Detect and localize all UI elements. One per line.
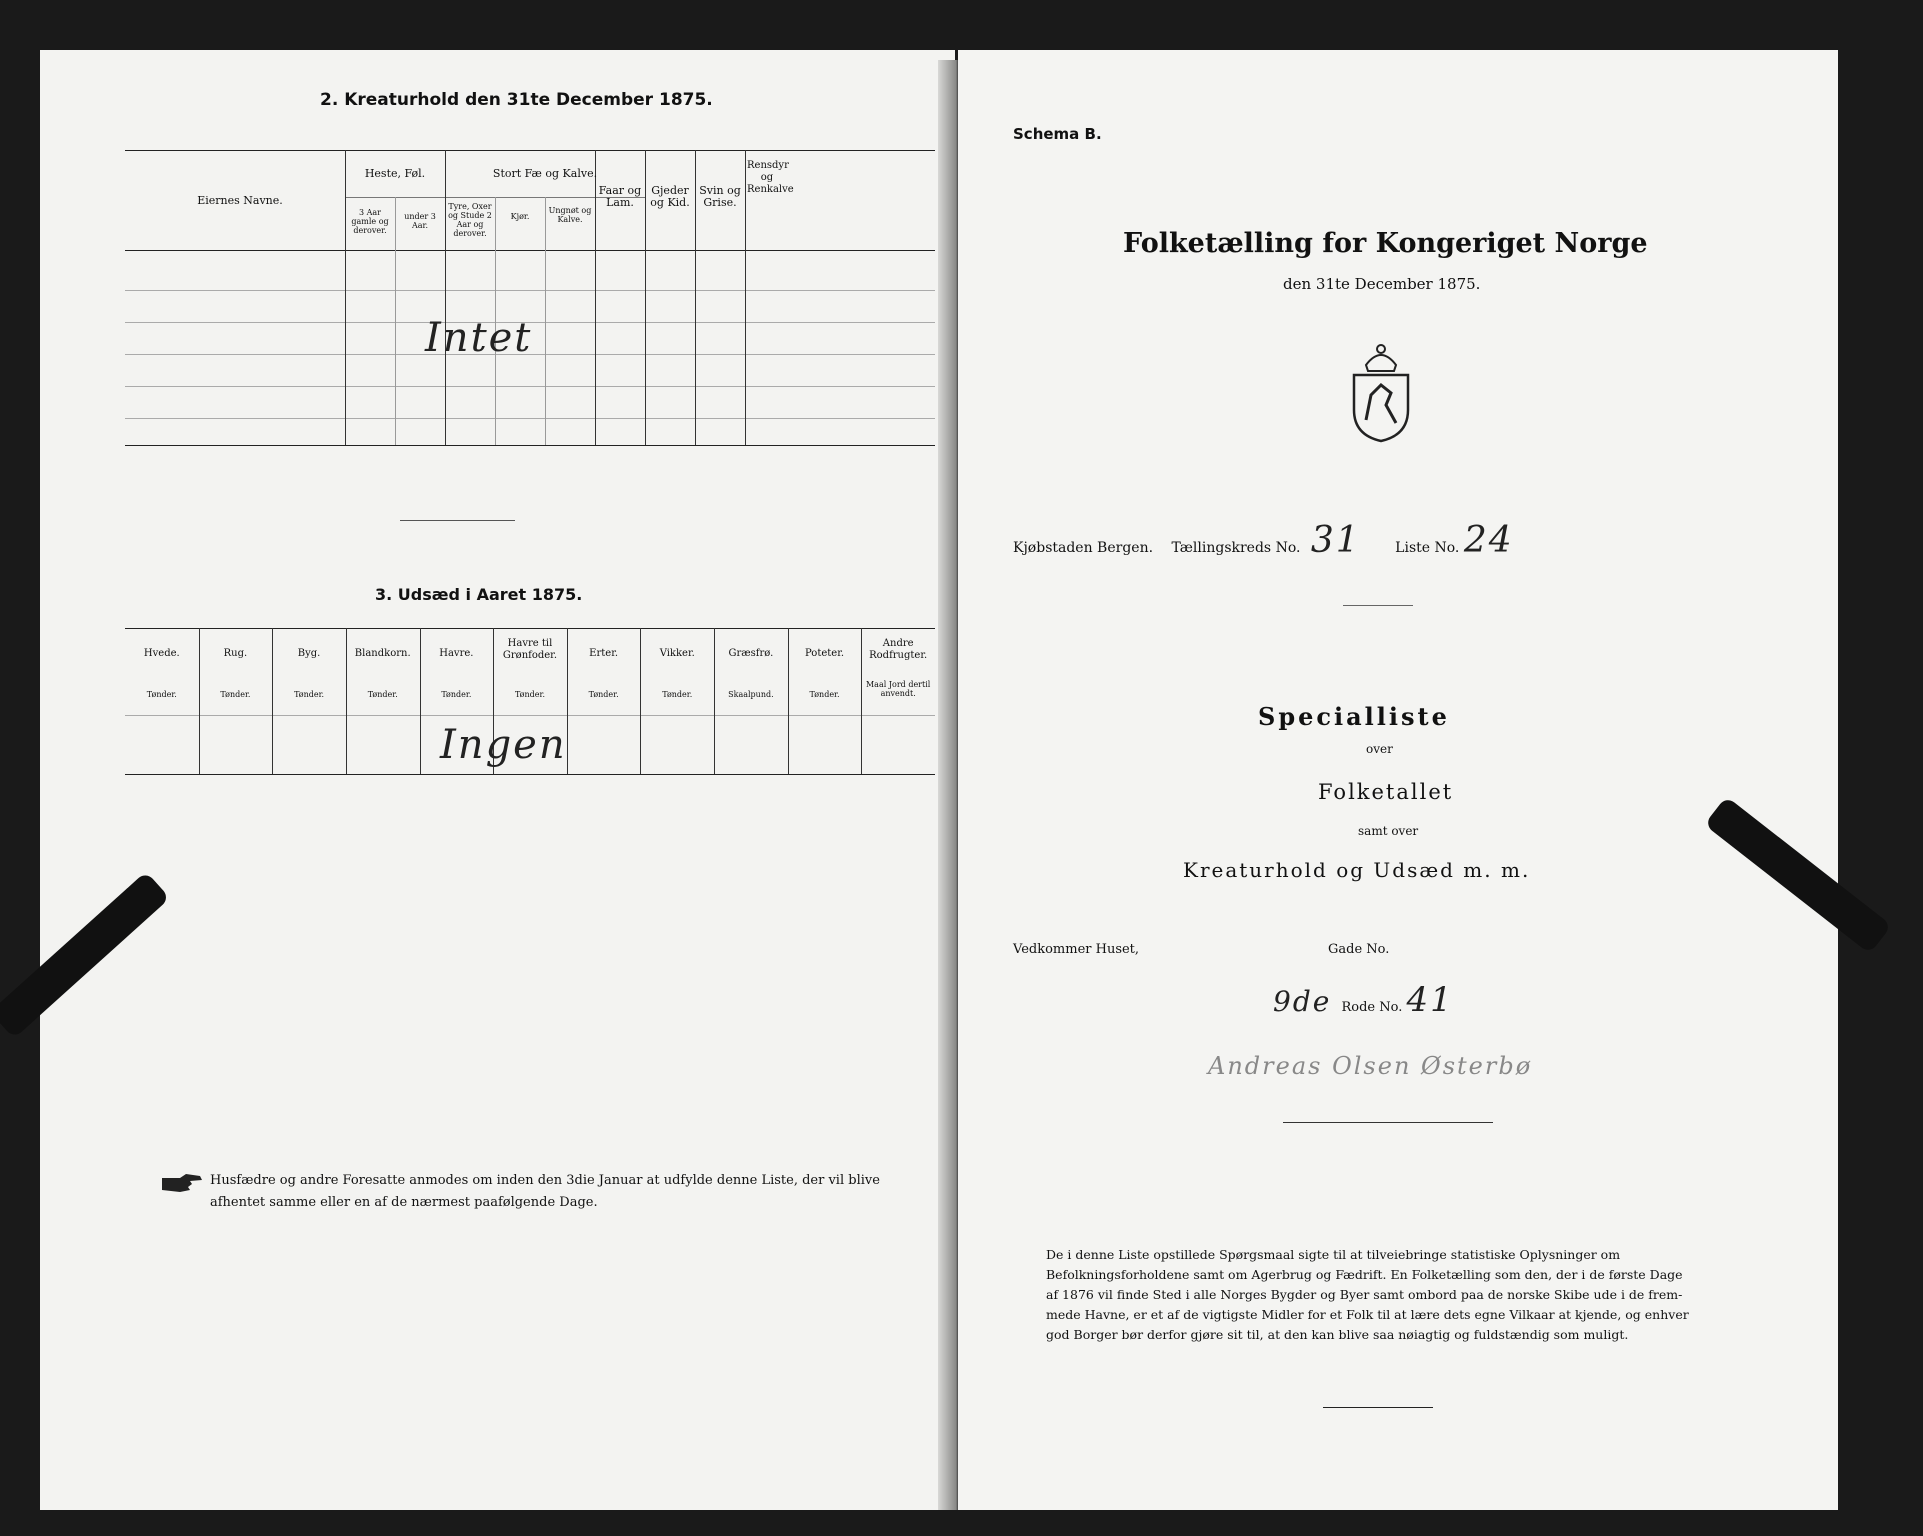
kjobstad-label: Kjøbstaden Bergen. [1013,540,1154,556]
seed-col-name: Havre. [439,648,474,659]
col-owner: Eiernes Navne. [197,194,283,207]
seed-col-name: Hvede. [143,648,180,659]
seed-col-name: Græsfrø. [728,648,774,659]
kreds-value: 31 [1310,520,1361,561]
col-cattle-sub3: Ungnøt og Kalve. [548,206,592,224]
right-page [958,50,1838,1510]
rode-label: Rode No. [1341,1000,1403,1015]
col-horses-sub2: under 3 Aar. [404,212,436,230]
explanatory-paragraph [1046,1245,1766,1345]
seed-col-name: Poteter. [804,648,845,659]
rode-prefix: 9de [1273,985,1332,1018]
paragraph-line: god Borger bør derfor gjøre sit til, at den kan blive saa nøiagtig og fuldstændig som muligt. [1046,1327,1629,1342]
col-goats: Gjeder og Kid. [650,184,690,209]
schema-label: Schema B. [1013,125,1102,143]
col-horses: Heste, Føl. [364,167,426,180]
paragraph-line: Befolkningsforholdene samt om Agerbrug og Fædrift. En Folketælling som den, der i de første Dage [1046,1267,1683,1282]
rode-value: 41 [1406,980,1454,1020]
paragraph-line: De i denne Liste opstillede Spørgsmaal sigte til at tilveiebringe statistiske Oplysninger om [1046,1247,1621,1262]
seed-col-unit: Tønder. [809,690,840,699]
seed-col-unit: Tønder. [662,690,693,699]
paragraph-line: mede Havne, er et af de vigtigste Midler for et Folk til at lære dets egne Vilkaar at kjende, og enhver [1046,1307,1689,1322]
footnote-line2: afhentet samme eller en af de nærmest paafølgende Dage. [210,1195,598,1210]
footnote [210,1170,930,1214]
main-title: Folketælling for Kongeriget Norge [1123,228,1648,259]
seed-col-name: Blandkorn. [354,648,411,659]
seed-col-name: Havre til Grønfoder. [502,638,558,661]
col-cattle-sub2: Kjør. [510,212,530,221]
paragraph-line: af 1876 vil finde Sted i alle Norges Bygder og Byer samt ombord paa de norske Skibe ude i de frem- [1046,1287,1683,1302]
location-line [1013,520,1514,561]
liste-value: 24 [1463,520,1514,561]
seed-col-name: Erter. [589,648,619,659]
seed-col-name: Andre Rodfrugter. [869,638,928,661]
rode-line [1273,980,1454,1020]
col-pigs: Svin og Grise. [699,184,741,209]
seed-col-name: Rug. [223,648,248,659]
section3-title: 3. Udsæd i Aaret 1875. [375,585,583,604]
divider [400,520,515,521]
seed-col-unit: Tønder. [441,690,472,699]
kreds-label: Tællingskreds No. [1171,540,1301,556]
folketallet-text: Folketallet [1318,780,1454,804]
seed-col-unit: Tønder. [588,690,619,699]
livestock-handwritten-entry: Intet [425,315,533,361]
pointing-hand-icon [160,1172,204,1198]
col-cattle-sub1: Tyre, Oxer og Stude 2 Aar og derover. [448,202,492,238]
vedkommer-label: Vedkommer Huset, [1013,942,1140,957]
seed-col-name: Vikker. [659,648,695,659]
seed-col-unit: Tønder. [146,690,177,699]
kreaturhold-text: Kreaturhold og Udsæd m. m. [1183,858,1531,882]
seed-handwritten-entry: Ingen [440,722,567,768]
liste-label: Liste No. [1395,540,1460,556]
samt-over-text: samt over [1358,824,1419,838]
seed-col-unit: Skaalpund. [728,690,774,699]
seed-col-unit: Tønder. [294,690,325,699]
seed-col-name: Byg. [297,648,321,659]
seed-col-unit: Tønder. [220,690,251,699]
title-date: den 31te December 1875. [1283,275,1481,293]
seed-col-unit: Maal Jord dertil anvendt. [865,680,931,698]
gade-label: Gade No. [1328,942,1390,957]
section2-title: 2. Kreaturhold den 31te December 1875. [320,90,713,110]
specialliste-heading: Specialliste [1258,702,1450,731]
signature: Andreas Olsen Østerbø [1208,1052,1533,1080]
footnote-line1: Husfædre og andre Foresatte anmodes om inden den 3die Januar at udfylde denne Liste, der vil blive [210,1173,880,1188]
over-text: over [1366,742,1393,756]
seed-col-unit: Tønder. [367,690,398,699]
col-cattle: Stort Fæ og Kalve. [492,167,598,180]
left-page [40,50,955,1510]
coat-of-arms-icon [1346,335,1416,449]
seed-col-unit: Tønder. [514,690,545,699]
col-horses-sub1: 3 Aar gamle og derover. [351,208,389,235]
col-sheep: Faar og Lam. [598,184,642,209]
col-reindeer: Rensdyr og Renkalve [747,160,794,195]
